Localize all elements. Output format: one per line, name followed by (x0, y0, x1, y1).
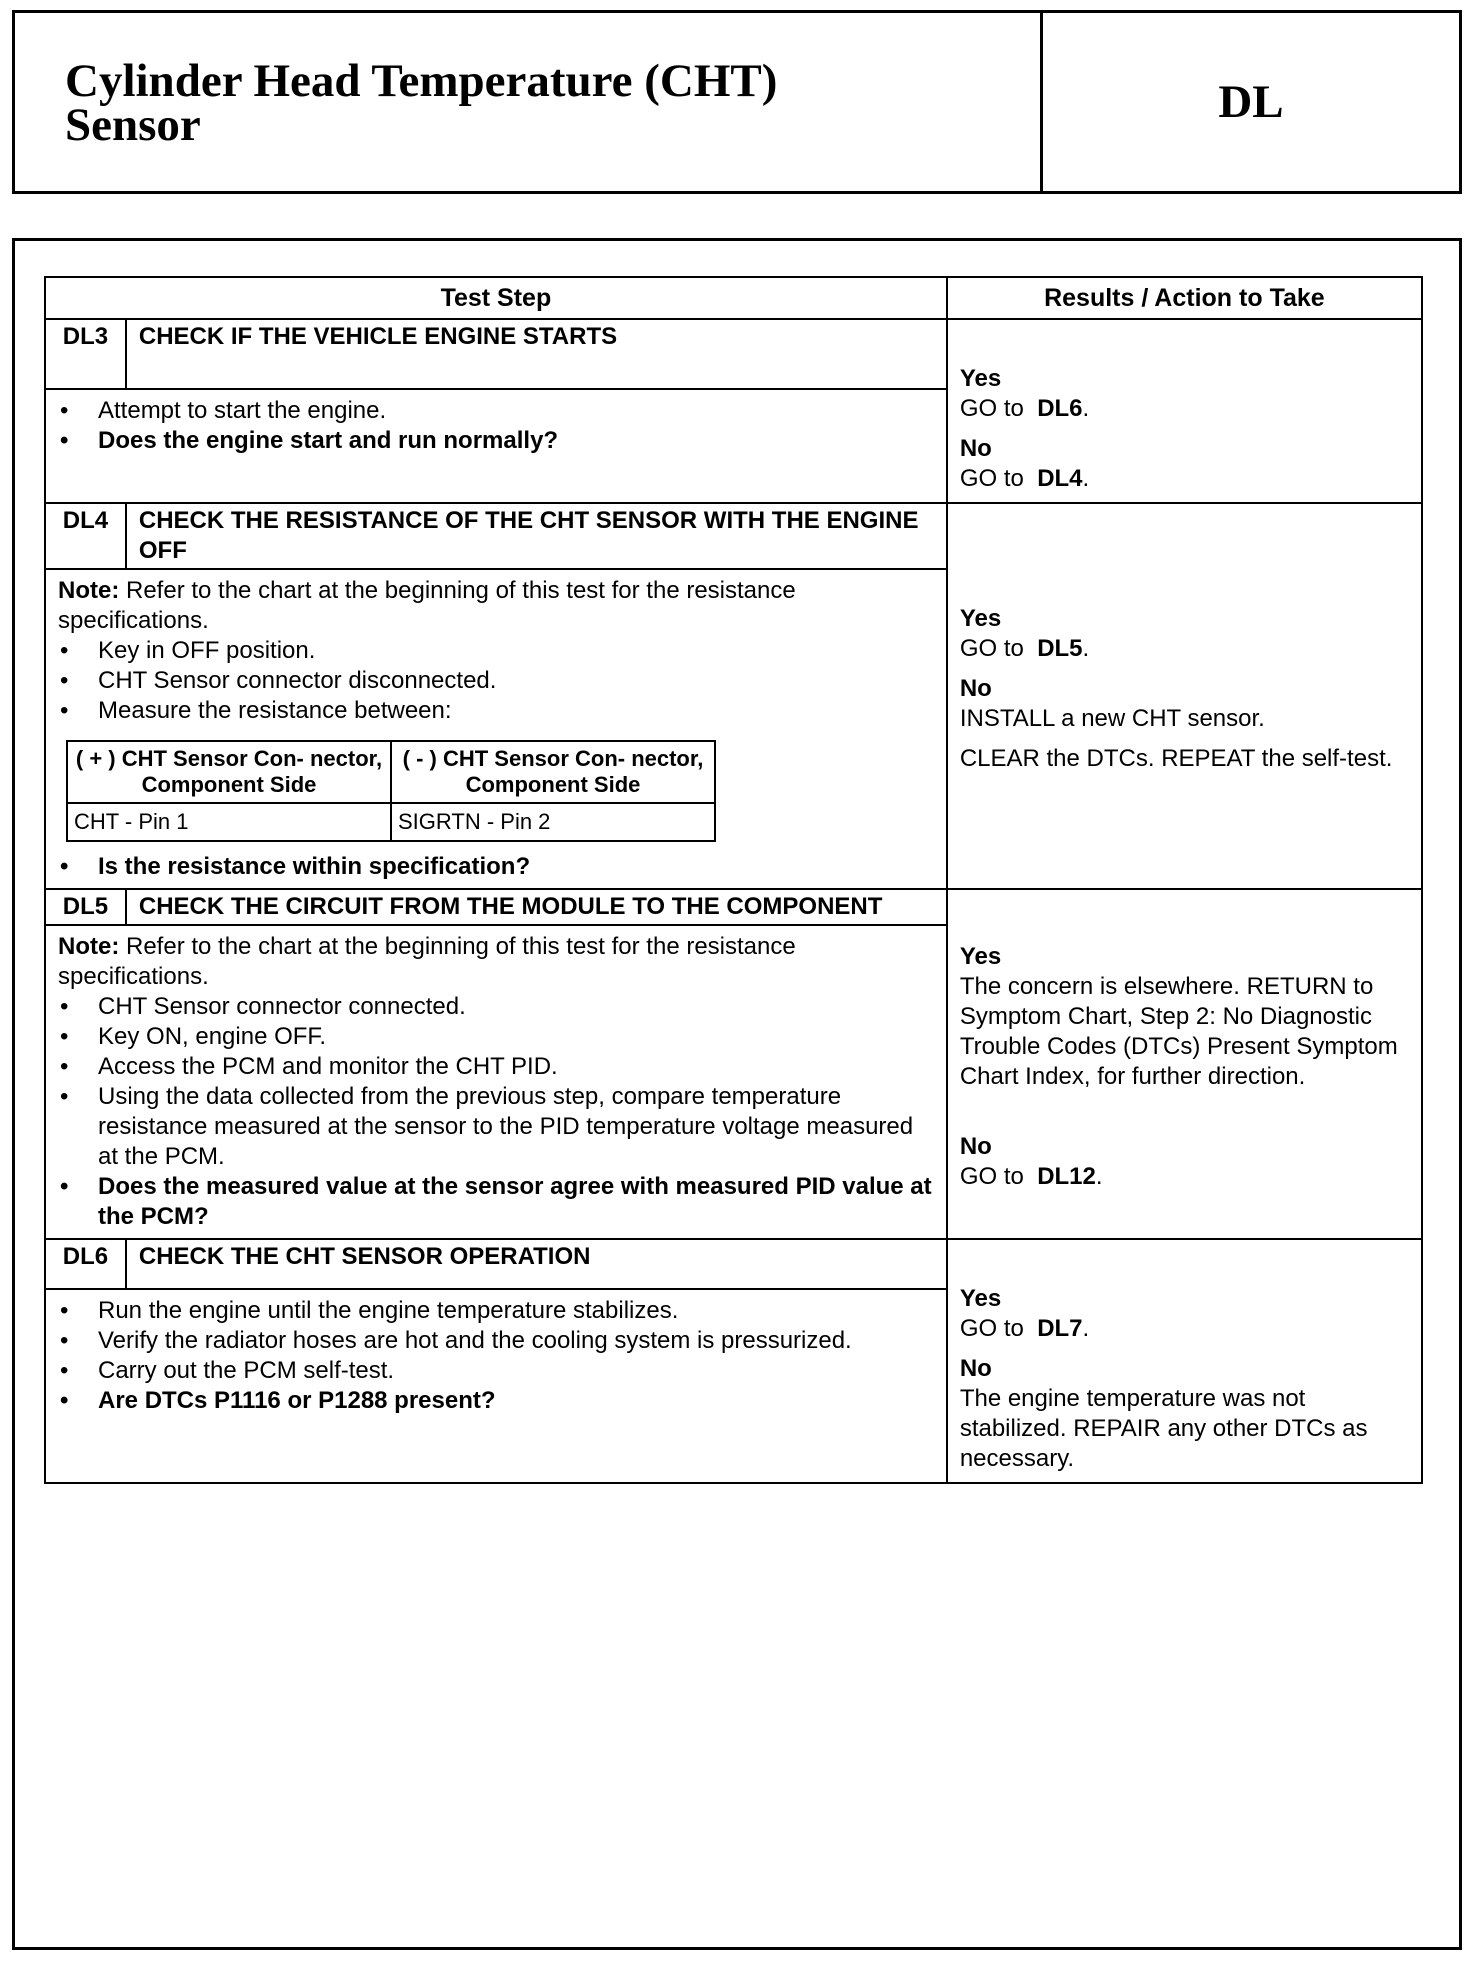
step-bullets (58, 636, 934, 726)
no-target: DL12 (1037, 1163, 1096, 1190)
list-item: • Does the measured value at the sensor agree with measured PID value at the PCM? (58, 1172, 934, 1232)
table-header-row (45, 277, 1422, 319)
list-item: • Does the engine start and run normally? (58, 426, 934, 456)
note (58, 932, 934, 992)
pin-header-negative: ( - ) CHT Sensor Con- nector, Component Side (391, 741, 715, 803)
step-body (45, 925, 947, 1239)
list-item: • Key in OFF position. (58, 636, 934, 666)
section-code: DL (1218, 76, 1284, 128)
pin-table (66, 740, 716, 842)
list-item: • Is the resistance within specification? (58, 852, 934, 882)
step-bullets (58, 396, 934, 456)
pin-header-positive: ( + ) CHT Sensor Con- nector, Component Side (67, 741, 391, 803)
yes-label: Yes (959, 365, 1002, 392)
yes-action: GO to DL7. (959, 1315, 1090, 1342)
yes-label: Yes (959, 943, 1002, 970)
no-label: No (959, 1133, 992, 1160)
step-bullets (58, 992, 934, 1232)
list-item: • Attempt to start the engine. (58, 396, 934, 426)
step-results (947, 319, 1422, 503)
page-title-line1: Cylinder Head Temperature (CHT) (65, 55, 778, 107)
no-text: INSTALL a new CHT sensor. (959, 705, 1265, 732)
step-id: DL4 (45, 503, 126, 569)
page-header (12, 10, 1462, 194)
step-results (947, 889, 1422, 1239)
diagnostic-table (44, 276, 1423, 1484)
yes-target: DL7 (1037, 1315, 1083, 1342)
yes-action: GO to DL5. (959, 635, 1090, 662)
step-title: CHECK THE RESISTANCE OF THE CHT SENSOR WITH THE ENGINE OFF (126, 503, 947, 569)
page-title-line2: Sensor (65, 99, 201, 151)
step-title: CHECK IF THE VEHICLE ENGINE STARTS (126, 319, 947, 389)
step-body (45, 389, 947, 503)
yes-label: Yes (959, 605, 1002, 632)
no-label: No (959, 675, 992, 702)
step-results (947, 1239, 1422, 1483)
step-title-row (45, 319, 1422, 389)
no-text: The engine temperature was not stabilized. REPAIR any other DTCs as necessary. (959, 1385, 1368, 1472)
step-title: CHECK THE CHT SENSOR OPERATION (126, 1239, 947, 1289)
title-cell (15, 13, 1043, 191)
list-item: • Key ON, engine OFF. (58, 1022, 934, 1052)
note-text: Refer to the chart at the beginning of this test for the resistance specifications. (58, 577, 796, 634)
list-item: • CHT Sensor connector connected. (58, 992, 934, 1022)
no-target: DL4 (1037, 465, 1083, 492)
note-text: Refer to the chart at the beginning of this test for the resistance specifications. (58, 933, 796, 990)
step-bullets (58, 852, 934, 882)
list-item: • Are DTCs P1116 or P1288 present? (58, 1386, 934, 1416)
list-item: • CHT Sensor connector disconnected. (58, 666, 934, 696)
note-label: Note: (58, 577, 120, 604)
yes-target: DL6 (1037, 395, 1083, 422)
yes-target: DL5 (1037, 635, 1083, 662)
list-item: • Carry out the PCM self-test. (58, 1356, 934, 1386)
no-action: GO to DL4. (959, 465, 1090, 492)
list-item: • Verify the radiator hoses are hot and the cooling system is pressurized. (58, 1326, 934, 1356)
no-action: GO to DL12. (959, 1163, 1103, 1190)
note-label: Note: (58, 933, 120, 960)
yes-action: GO to DL6. (959, 395, 1090, 422)
no-label: No (959, 435, 992, 462)
list-item: • Run the engine until the engine temperature stabilizes. (58, 1296, 934, 1326)
pin-value-positive: CHT - Pin 1 (67, 803, 391, 841)
list-item: • Measure the resistance between: (58, 696, 934, 726)
list-item: • Access the PCM and monitor the CHT PID. (58, 1052, 934, 1082)
step-body (45, 1289, 947, 1483)
step-title-row (45, 1239, 1422, 1289)
test-step-header: Test Step (45, 277, 947, 319)
no-text: CLEAR the DTCs. REPEAT the self-test. (959, 745, 1393, 772)
step-title-row (45, 889, 1422, 925)
pin-value-negative: SIGRTN - Pin 2 (391, 803, 715, 841)
step-id: DL6 (45, 1239, 126, 1289)
results-header: Results / Action to Take (947, 277, 1422, 319)
step-title: CHECK THE CIRCUIT FROM THE MODULE TO THE COMPONENT (126, 889, 947, 925)
note (58, 576, 934, 636)
step-body (45, 569, 947, 889)
yes-label: Yes (959, 1285, 1002, 1312)
step-results (947, 503, 1422, 889)
step-bullets (58, 1296, 934, 1416)
yes-text: The concern is elsewhere. RETURN to Symptom Chart, Step 2: No Diagnostic Trouble Codes (DTCs) Present Symptom Chart Index, for further direction. (959, 973, 1398, 1090)
step-title-row (45, 503, 1422, 569)
step-id: DL5 (45, 889, 126, 925)
step-id: DL3 (45, 319, 126, 389)
no-label: No (959, 1355, 992, 1382)
list-item: • Using the data collected from the previous step, compare temperature resistance measured at the sensor to the PID temperature voltage measured at the PCM. (58, 1082, 934, 1172)
